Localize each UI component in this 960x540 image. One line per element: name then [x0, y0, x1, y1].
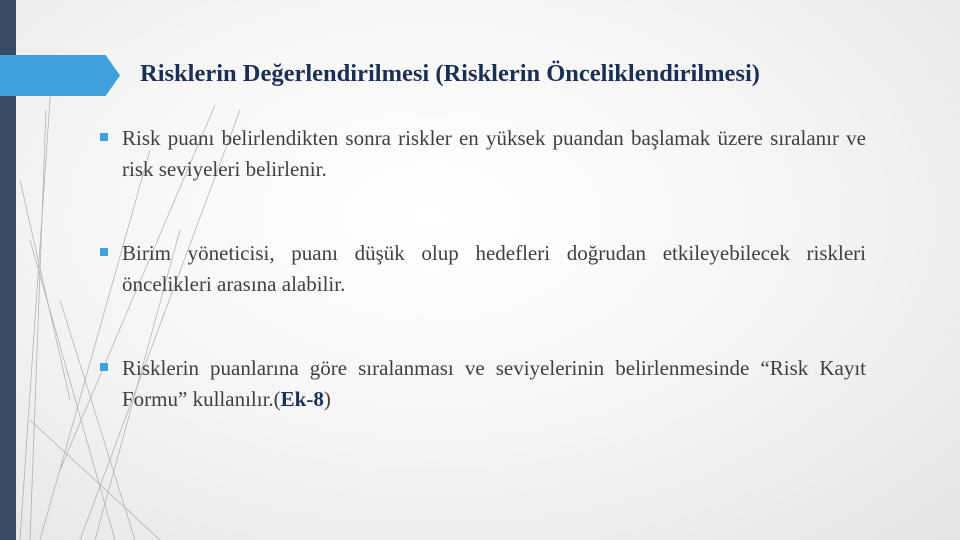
bullet-item: [98, 353, 866, 415]
bullet-text: Risklerin puanlarına göre sıralanması ve seviyelerinin belirlenmesinde “Risk Kayıt Formu” kullanılır.: [122, 356, 866, 411]
bullet-text: Birim yöneticisi, puanı düşük olup hedefleri doğrudan etkileyebilecek riskleri öncelikleri arasına alabilir.: [122, 241, 866, 296]
bullet-item: [98, 238, 866, 300]
appendix-ref-close: ): [323, 387, 331, 411]
square-bullet-icon: [100, 363, 108, 371]
appendix-reference: Ek-8: [280, 387, 324, 411]
square-bullet-icon: [100, 248, 108, 256]
title-arrow-shape: [0, 55, 120, 96]
square-bullet-icon: [100, 133, 108, 141]
slide-title: Risklerin Değerlendirilmesi (Risklerin Önceliklendirilmesi): [140, 60, 760, 87]
bullet-text: Risk puanı belirlendikten sonra riskler en yüksek puandan başlamak üzere sıralanır ve risk seviyeleri belirlenir.: [122, 126, 866, 181]
bullet-item: [98, 123, 866, 185]
appendix-ref-open: (: [273, 387, 281, 411]
bullet-list: [98, 123, 866, 415]
